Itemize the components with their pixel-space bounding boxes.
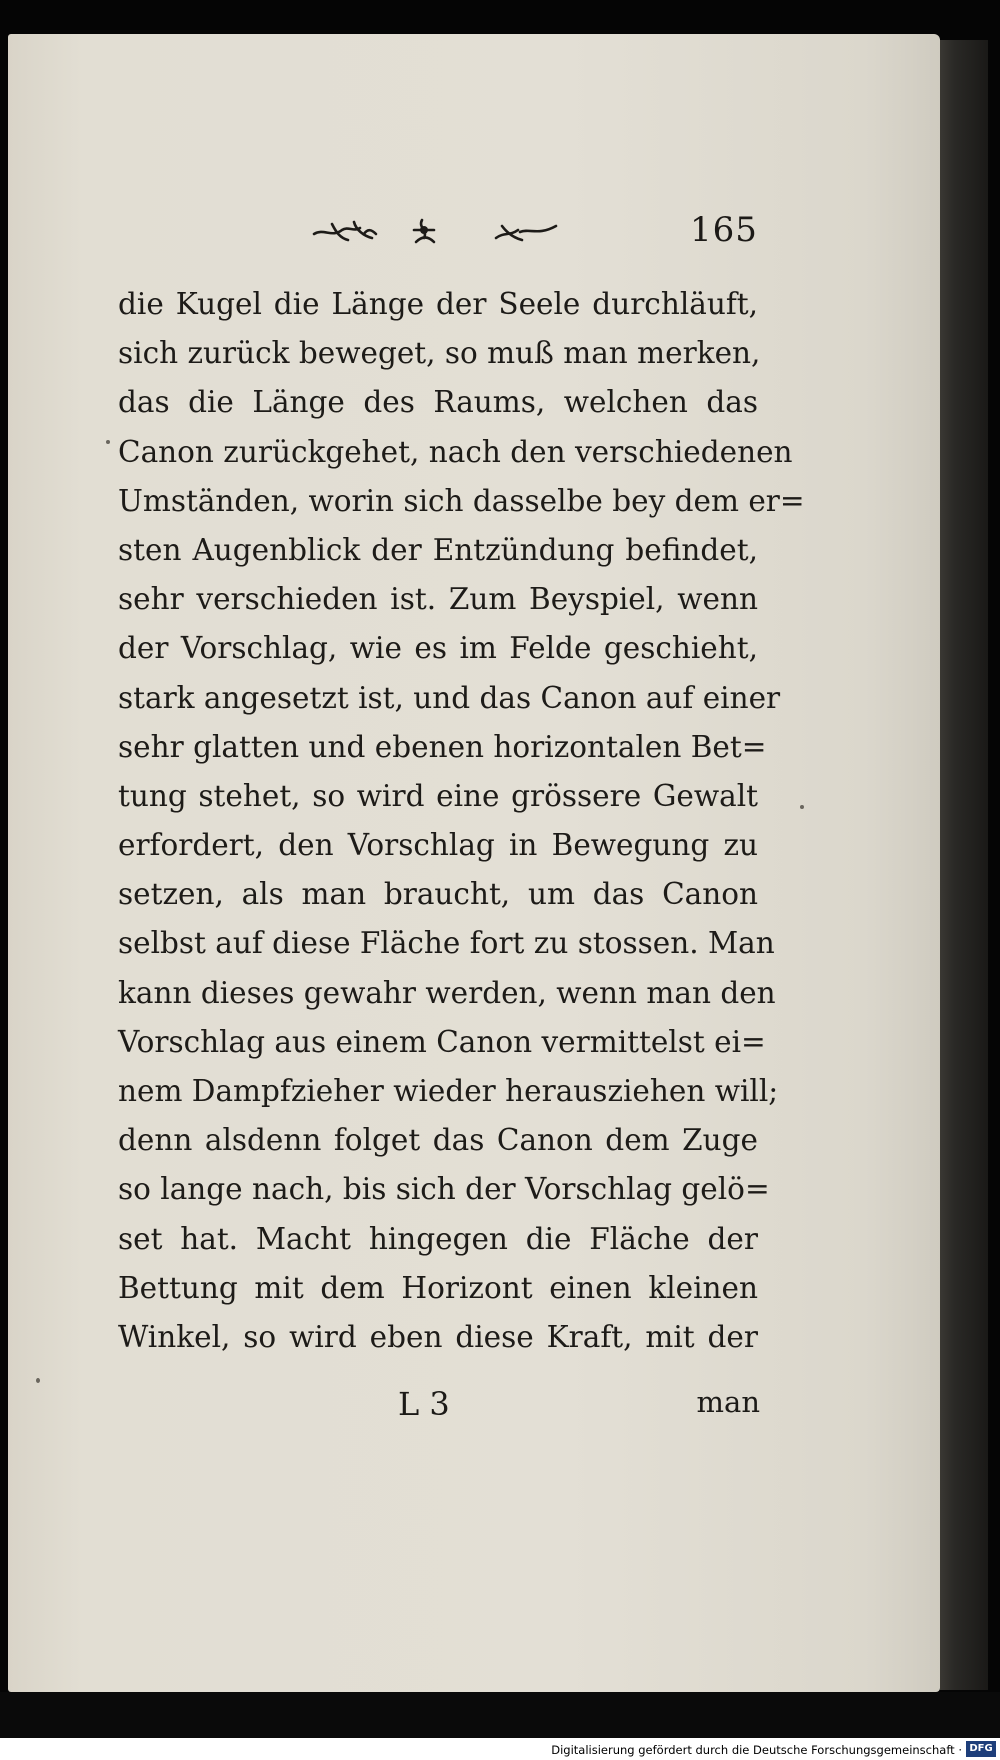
page-number: 165 — [690, 210, 758, 250]
text-line: der Vorschlag, wie es im Felde geschieht, — [118, 631, 758, 666]
text-line: kann dieses gewahr werden, wenn man den — [118, 975, 776, 1010]
text-line: sehr glatten und ebenen horizontalen Bet= — [118, 729, 767, 764]
text-line: setzen, als man braucht, um das Canon — [118, 877, 758, 912]
page-edge-shadow — [940, 40, 988, 1690]
text-line: so lange nach, bis sich der Vorschlag gelö= — [118, 1172, 770, 1207]
catchword: man — [696, 1385, 760, 1419]
text-line: sten Augenblick der Entzündung befindet, — [118, 532, 758, 567]
text-line: Umständen, worin sich dasselbe bey dem er= — [118, 483, 805, 518]
text-line: tung stehet, so wird eine grössere Gewalt — [118, 778, 758, 813]
text-line: Canon zurückgehet, nach den verschiedenen — [118, 434, 793, 469]
text-line: nem Dampfzieher wieder herausziehen will; — [118, 1074, 779, 1108]
dfg-logo: DFG — [966, 1741, 996, 1757]
printers-flower-ornament-icon — [310, 212, 560, 252]
text-line: sich zurück beweget, so muß man merken, — [118, 336, 761, 371]
scan-bottom-border — [0, 1692, 1000, 1738]
text-line: das die Länge des Raums, welchen das — [118, 385, 758, 420]
signature-mark: L 3 — [398, 1385, 450, 1423]
text-line: stark angesetzt ist, und das Canon auf einer — [118, 680, 781, 715]
paper-speck — [106, 440, 110, 444]
text-line: Winkel, so wird eben diese Kraft, mit der — [118, 1319, 758, 1354]
text-line: sehr verschieden ist. Zum Beyspiel, wenn — [118, 582, 758, 617]
text-line: Vorschlag aus einem Canon vermittelst ei= — [118, 1024, 766, 1059]
paper-speck — [800, 805, 804, 809]
text-line: erfordert, den Vorschlag in Bewegung zu — [118, 828, 758, 863]
body-text — [118, 280, 805, 1362]
text-line: die Kugel die Länge der Seele durchläuft, — [118, 287, 758, 321]
text-line: Bettung mit dem Horizont einen kleinen — [118, 1270, 758, 1305]
paper-speck — [36, 1378, 40, 1383]
text-line: denn alsdenn folget das Canon dem Zuge — [118, 1123, 758, 1158]
text-line: set hat. Macht hingegen die Fläche der — [118, 1221, 758, 1256]
text-line: selbst auf diese Fläche fort zu stossen. Man — [118, 926, 775, 961]
credit-text: Digitalisierung gefördert durch die Deutsche Forschungsgemeinschaft · — [551, 1743, 962, 1757]
